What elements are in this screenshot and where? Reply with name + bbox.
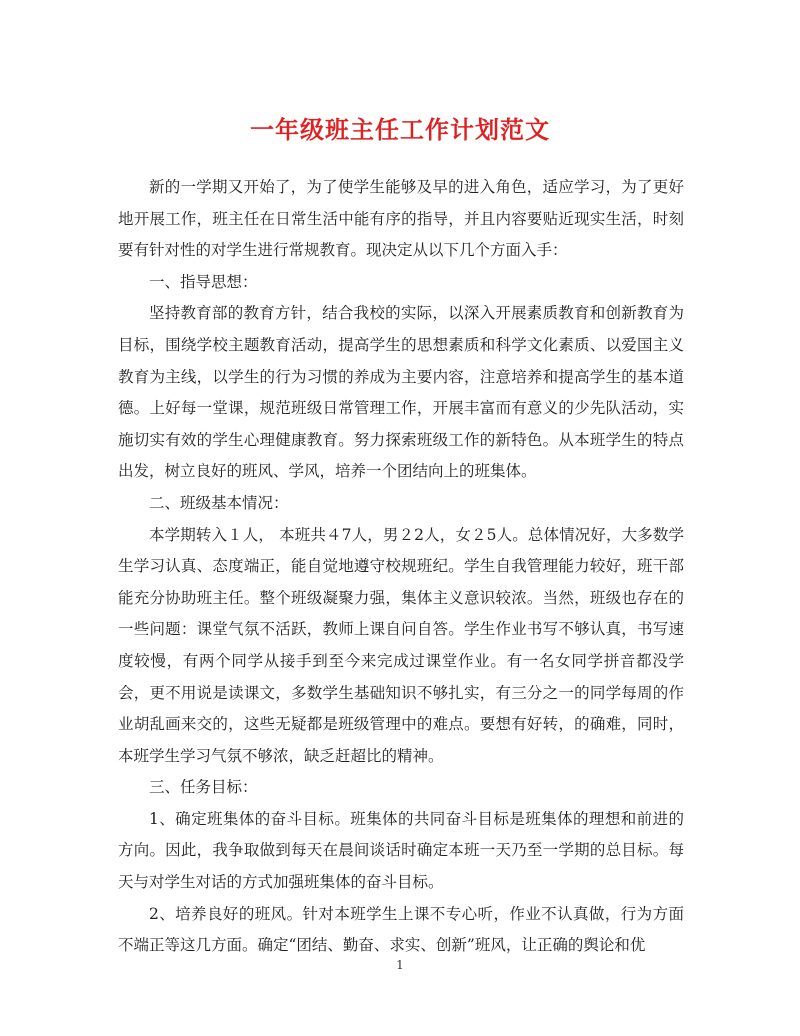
guiding-ideology-paragraph: 坚持教育部的教育方针，结合我校的实际，以深入开展素质教育和创新教育为目标，围绕学校主题教育活动，提高学生的思想素质和科学文化素质、以爱国主义教育为主线，以学生的行为习惯的养成为主要内容，注意培养和提高学生的基本道德。上好每一堂课，规范班级日常管理工作，开展丰富而有意义的少先队活动，实施切实有效的学生心理健康教育。努力探索班级工作的新特色。从本班学生的特点出发，树立良好的班风、学风，培养一个团结向上的班集体。 (118, 304, 684, 481)
task-goal-1-paragraph: 1、确定班集体的奋斗目标。班集体的共同奋斗目标是班集体的理想和前进的方向。因此，我争取做到每天在晨间谈话时确定本班一天乃至一学期的总目标。每天与对学生对话的方式加强班集体的奋斗目标。 (118, 809, 684, 892)
intro-paragraph: 新的一学期又开始了，为了使学生能够及早的进入角色，适应学习，为了更好地开展工作，班主任在日常生活中能有序的指导，并且内容要贴近现实生活，时刻要有针对性的对学生进行常规教育。现决定从以下几个方面入手： (118, 178, 684, 260)
section-heading-task-goals: 三、任务目标： (149, 778, 258, 797)
task-goal-2-paragraph: 2、培养良好的班风。针对本班学生上课不专心听，作业不认真做，行为方面不端正等这几方面。确定“团结、勤奋、求实、创新”班风，让正确的舆论和优 (118, 904, 684, 955)
page-number: 1 (396, 958, 404, 972)
document-title: 一年级班主任工作计划范文 (250, 115, 550, 144)
class-situation-paragraph: 本学期转入１人， 本班共４7人，男２2人，女２5人。总体情况好，大多数学生学习认真、态度端正，能自觉地遵守校规班纪。学生自我管理能力较好，班干部能充分协助班主任。整个班级凝聚力强，集体主义意识较浓。当然，班级也存在的一些问题：课堂气氛不活跃，教师上课自问自答。学生作业书写不够认真，书写速度较慢，有两个同学从接手到至今来完成过课堂作业。有一名女同学拼音都没学会，更不用说是读课文，多数学生基础知识不够扎实，有三分之一的同学每周的作业胡乱画来交的，这些无疑都是班级管理中的难点。要想有好转，的确难，同时，本班学生学习气氛不够浓，缺乏赶超比的精神。 (118, 525, 684, 765)
section-heading-guiding-ideology: 一、指导思想： (149, 272, 258, 291)
document-body (118, 172, 684, 962)
section-heading-class-situation: 二、班级基本情况： (149, 493, 289, 512)
